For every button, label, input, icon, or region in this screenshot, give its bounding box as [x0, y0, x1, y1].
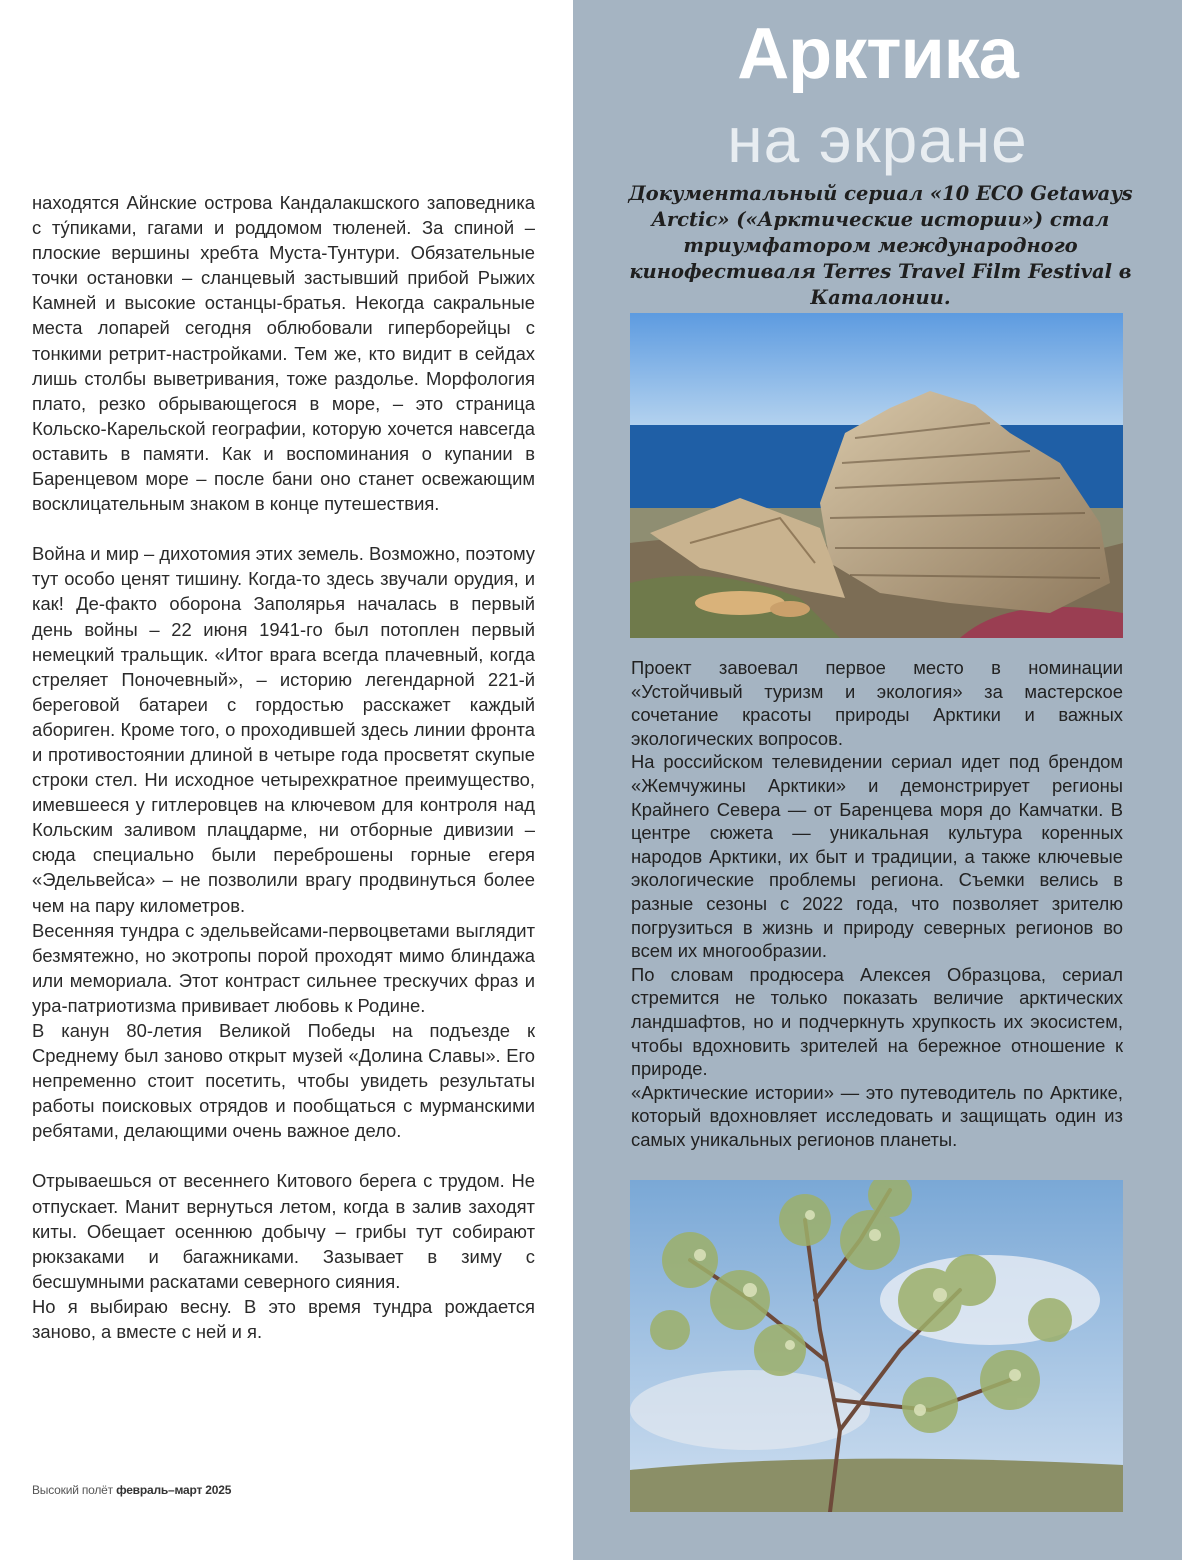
sidebar-paragraph-4: «Арктические истории» — это путеводитель по Арктике, который вдохновляет исследовать и защищать один из самых уникальных регионов планеты.	[631, 1081, 1123, 1150]
magazine-name: Высокий полёт	[32, 1483, 113, 1497]
article-paragraph-5: Отрываешься от весеннего Китового берега с трудом. Не отпускает. Манит вернуться летом, когда в залив заходят киты. Обещает осеннюю добычу – грибы тут собирают рюкзаками и багажниками. Зазывает в зиму с бесшумными раскатами северного сияния.	[32, 1170, 535, 1292]
article-paragraph-6: Но я выбираю весну. В это время тундра рождается заново, а вместе с ней и я.	[32, 1295, 535, 1343]
article-paragraph-1: находятся Айнские острова Кандалакшского заповедника с ту́пиками, гагами и роддомом тюленей. За спиной – плоские вершины хребта Муста-Тунтури. Обязательные точки остановки – сланцевый застывший прибой Рыжих Камней и высокие останцы-братья. Некогда сакральные места лопарей сегодня облюбовали гиперборейцы с тонкими ретрит-настройками. Тем же, кто видит в сейдах лишь столбы выветривания, тоже раздолье. Морфология плато, резко обрывающегося в море, – это страница Кольско-Карельской географии, которую хочется навсегда оставить в памяти. Как и воспоминания о купании в Баренцевом море – после бани оно станет освежающим восклицательным знаком в конце путешествия.	[32, 192, 535, 515]
sidebar-panel	[573, 0, 1182, 1560]
sidebar-paragraph-2: На российском телевидении сериал идет под брендом «Жемчужины Арктики» и демонстрирует регионы Крайнего Севера — от Баренцева моря до Камчатки. В центре сюжета — уникальная культура коренных народов Арктики, их быт и традиции, а также ключевые экологические проблемы региона. Съемки велись в разные сезоны с 2022 года, что позволяет зрителю погрузиться в жизнь и природу северных регионов во всем их многообразии.	[631, 751, 1123, 962]
article-paragraph-2: Война и мир – дихотомия этих земель. Возможно, поэтому тут особо ценят тишину. Когда-то здесь звучали орудия, и как! Де-факто оборона Заполярья началась в первый день войны – 22 июня 1941-го был потоплен первый немецкий тральщик. «Итог врага всегда плачевный, когда стреляет Поночевный», – историю легендарной 221-й береговой батареи с гордостью расскажет каждый абориген. Кроме того, о проходившей здесь линии фронта и противостоянии длиной в четыре года просветят скупые строки стел. Ни исходное четырехкратное преимущество, имевшееся у гитлеровцев на ключевом для контроля над Кольским заливом плацдарме, ни отборные дивизии – сюда специально были переброшены горные егеря «Эдельвейса» – не позволили врагу продвинуться более чем на пару километров.	[32, 543, 535, 916]
sidebar-title: Арктика	[737, 14, 1018, 94]
page-footer	[32, 1483, 231, 1497]
article-column	[32, 190, 535, 1344]
issue-date: февраль–март 2025	[116, 1483, 232, 1497]
sidebar-body	[631, 656, 1123, 1151]
article-paragraph-3: Весенняя тундра с эдельвейсами-первоцветами выглядит безмятежно, но экотропы порой проходят мимо блиндажа или мемориала. Этот контраст сильнее трескучих фраз и ура-патриотизма прививает любовь к Родине.	[32, 919, 535, 1016]
sidebar-subtitle: на экране	[727, 104, 1028, 176]
sidebar-paragraph-1: Проект завоевал первое место в номинации «Устойчивый туризм и экология» за мастерское сочетание красоты природы Арктики и важных экологических вопросов.	[631, 657, 1123, 749]
sidebar-lead: Документальный сериал «10 ECO Getaways Arctic» («Арктические истории») стал триумфатором международного кинофестиваля Terres Travel Film Festival в Каталонии.	[628, 182, 1133, 309]
article-paragraph-4: В канун 80-летия Великой Победы на подъезде к Среднему был заново открыт музей «Долина Славы». Его непременно стоит посетить, чтобы увидеть результаты работы поисковых отрядов и пообщаться с мурманскими ребятами, делающими очень важное дело.	[32, 1020, 535, 1142]
birch-tree-photo	[630, 1180, 1123, 1512]
rocks-photo	[630, 313, 1123, 638]
sidebar-paragraph-3: По словам продюсера Алексея Образцова, сериал стремится не только показать величие арктических ландшафтов, но и подчеркнуть хрупкость их экосистем, чтобы вдохновить зрителей на бережное отношение к природе.	[631, 963, 1123, 1080]
